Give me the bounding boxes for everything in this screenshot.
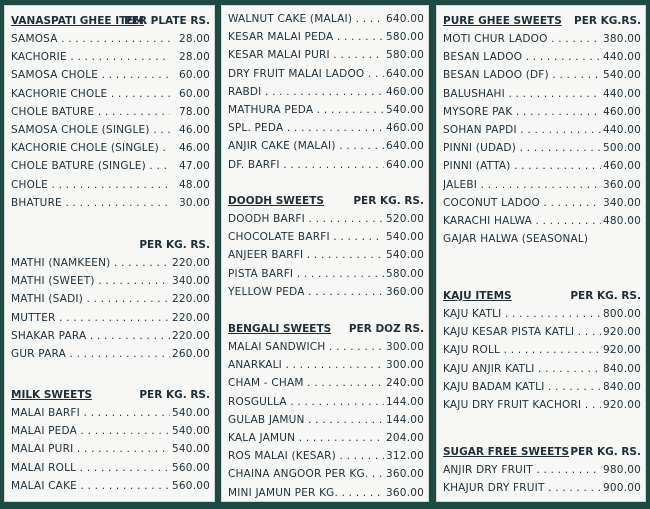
- item-name: YELLOW PEDA . . .: [228, 283, 384, 301]
- item-price: 78.00: [178, 105, 210, 118]
- item-name: SAMOSA CHOLE (SINGLE) . . .: [11, 121, 170, 139]
- menu-item: [228, 246, 424, 264]
- menu-item: [443, 176, 641, 194]
- item-price: 240.00: [386, 377, 424, 390]
- item-name: ANARKALI . . .: [228, 356, 384, 374]
- item-price: 500.00: [603, 142, 641, 155]
- item-name: CHAINA ANGOOR PER KG. . . .: [228, 465, 384, 483]
- menu-item: [443, 157, 641, 175]
- item-price: 900.00: [603, 482, 641, 495]
- item-price: 440.00: [603, 87, 641, 100]
- menu-item: [11, 272, 210, 290]
- section-kaju-items: [443, 287, 641, 414]
- menu-item: [11, 309, 210, 327]
- item-price: 360.00: [386, 486, 424, 499]
- item-name: MATHI (SADI) . . .: [11, 290, 170, 308]
- item-name: MYSORE PAK . . .: [443, 103, 601, 121]
- section-header: [443, 443, 641, 461]
- section-title: DOODH SWEETS: [228, 195, 324, 207]
- item-price: 460.00: [386, 122, 424, 135]
- item-name: DF. BARFI . . .: [228, 156, 384, 174]
- section-title: VANASPATI GHEE ITEM: [11, 15, 144, 27]
- menu-item: [11, 139, 210, 157]
- item-name: MALAI SANDWICH . . .: [228, 338, 384, 356]
- item-name: KAJU ANJIR KATLI . . .: [443, 360, 601, 378]
- item-name: MINI JAMUN PER KG. . . .: [228, 484, 384, 502]
- item-name: KACHORIE CHOLE (SINGLE) . . .: [11, 139, 170, 157]
- item-price: 540.00: [386, 231, 424, 244]
- item-price: 980.00: [603, 464, 641, 476]
- item-price: 47.00: [178, 160, 210, 173]
- item-name: DRY FRUIT MALAI LADOO . . .: [228, 65, 384, 83]
- section-header: [11, 12, 210, 30]
- menu-item: [443, 360, 641, 378]
- item-price: 260.00: [172, 347, 210, 360]
- menu-item: [228, 228, 424, 246]
- item-price: 340.00: [172, 275, 210, 288]
- section-title: BENGALI SWEETS: [228, 323, 332, 335]
- item-name: BESAN LADOO . . .: [443, 48, 601, 66]
- menu-item: [11, 30, 210, 48]
- menu-item: [228, 447, 424, 465]
- menu-item: [11, 290, 210, 308]
- menu-item: [443, 461, 641, 479]
- item-name: MALAI BARFI . . .: [11, 404, 170, 422]
- item-price: 540.00: [386, 249, 424, 262]
- item-price: 920.00: [603, 326, 641, 339]
- item-name: MALAI ROLL . . .: [11, 459, 170, 477]
- item-name: MATHURA PEDA . . .: [228, 101, 384, 119]
- menu-item: [11, 157, 210, 175]
- menu-item: [228, 265, 424, 283]
- item-name: GULAB JAMUN . . .: [228, 411, 384, 429]
- item-name: RABDI . . .: [228, 83, 384, 101]
- item-name: KESAR MALAI PEDA . . .: [228, 28, 384, 46]
- item-name: MALAI CAKE . . .: [11, 477, 170, 495]
- item-name: KACHORIE . . .: [11, 48, 170, 66]
- item-name: GUR PARA . . .: [11, 345, 170, 363]
- item-price: 540.00: [172, 425, 210, 438]
- section-vanaspati-ghee-item: [11, 12, 210, 212]
- item-price: 580.00: [386, 49, 424, 62]
- section-unit: PER KG. RS.: [570, 290, 641, 302]
- section-header: [443, 12, 641, 30]
- item-price: 220.00: [172, 329, 210, 342]
- menu-item: [228, 283, 424, 301]
- menu-column-3: [436, 5, 646, 502]
- menu-item: [443, 66, 641, 84]
- menu-item: [228, 338, 424, 356]
- menu-item: [228, 65, 424, 83]
- menu-item: [11, 66, 210, 84]
- item-price: 360.00: [603, 178, 641, 191]
- menu-item: [228, 484, 424, 502]
- item-price: 300.00: [386, 359, 424, 372]
- menu-item: [11, 103, 210, 121]
- item-price: 220.00: [172, 293, 210, 306]
- item-name: PINNI (ATTA) . . .: [443, 157, 601, 175]
- menu-item: [228, 465, 424, 483]
- item-name: MATHI (SWEET) . . .: [11, 272, 170, 290]
- item-price: 920.00: [603, 398, 641, 411]
- item-price: 380.00: [603, 33, 641, 45]
- item-price: 144.00: [386, 395, 424, 408]
- menu-item: [443, 121, 641, 139]
- item-name: CHOLE BATURE . . .: [11, 103, 170, 121]
- item-name: MATHI (NAMKEEN) . . .: [11, 254, 170, 272]
- item-price: 540.00: [172, 443, 210, 456]
- section-milk-sweets-continued: [228, 10, 424, 174]
- section-title: PURE GHEE SWEETS: [443, 15, 562, 27]
- item-name: MOTI CHUR LADOO . . .: [443, 30, 601, 48]
- menu-item: [443, 396, 641, 414]
- item-name: MUTTER . . .: [11, 309, 170, 327]
- item-price: 60.00: [178, 69, 210, 82]
- section-header: [11, 386, 210, 404]
- menu-item: [11, 404, 210, 422]
- menu-item: [228, 156, 424, 174]
- item-price: 28.00: [178, 33, 210, 45]
- item-price: 640.00: [386, 140, 424, 153]
- item-price: 920.00: [603, 344, 641, 357]
- menu-item: [11, 440, 210, 458]
- item-price: 540.00: [386, 103, 424, 116]
- menu-column-2: [221, 5, 429, 502]
- item-price: 220.00: [172, 257, 210, 269]
- item-price: 204.00: [386, 431, 424, 444]
- item-price: 460.00: [603, 160, 641, 173]
- item-name: CHOLE . . .: [11, 176, 170, 194]
- menu-item: [11, 176, 210, 194]
- item-price: 460.00: [603, 105, 641, 118]
- item-price: 540.00: [172, 407, 210, 419]
- item-name: ANJEER BARFI . . .: [228, 246, 384, 264]
- item-name: KACHORIE CHOLE . . .: [11, 85, 170, 103]
- menu-item: [228, 411, 424, 429]
- item-price: 312.00: [386, 450, 424, 463]
- item-name: KALA JAMUN . . .: [228, 429, 384, 447]
- section-pure-ghee-sweets: [443, 12, 641, 248]
- item-price: 46.00: [178, 123, 210, 136]
- item-name: KARACHI HALWA . . .: [443, 212, 601, 230]
- item-name: MALAI PEDA . . .: [11, 422, 170, 440]
- menu-item: [228, 210, 424, 228]
- section-title: KAJU ITEMS: [443, 290, 512, 302]
- item-price: 300.00: [386, 341, 424, 353]
- item-name: KAJU DRY FRUIT KACHORI . . .: [443, 396, 601, 414]
- section-unit: PER KG. RS.: [353, 195, 424, 207]
- section-bengali-sweets: [228, 320, 424, 502]
- menu-item: [11, 345, 210, 363]
- menu-item: [228, 46, 424, 64]
- menu-item: [11, 459, 210, 477]
- section-title: SUGAR FREE SWEETS: [443, 446, 570, 458]
- item-name: KESAR MALAI PURI . . .: [228, 46, 384, 64]
- item-price: 440.00: [603, 123, 641, 136]
- item-price: 580.00: [386, 267, 424, 280]
- section-milk-sweets: [11, 386, 210, 495]
- menu-item: [443, 48, 641, 66]
- menu-item: [11, 121, 210, 139]
- menu-item: [11, 327, 210, 345]
- item-name: GAJAR HALWA (SEASONAL): [443, 233, 589, 246]
- section-header: [228, 192, 424, 210]
- item-price: 520.00: [386, 213, 424, 225]
- item-price: 480.00: [603, 214, 641, 227]
- item-price: 144.00: [386, 413, 424, 426]
- item-name: CHOCOLATE BARFI . . .: [228, 228, 384, 246]
- menu-item: [228, 28, 424, 46]
- item-price: 440.00: [603, 51, 641, 64]
- menu-item: [443, 323, 641, 341]
- menu-item: [443, 230, 641, 248]
- item-name: BHATURE . . .: [11, 194, 170, 212]
- menu-item: [443, 212, 641, 230]
- menu-item: [11, 48, 210, 66]
- item-price: 580.00: [386, 31, 424, 44]
- menu-item: [228, 429, 424, 447]
- menu-item: [228, 137, 424, 155]
- section-namkeen: [11, 236, 210, 363]
- section-header: [11, 236, 210, 254]
- item-name: SAMOSA . . .: [11, 30, 170, 48]
- menu-item: [11, 422, 210, 440]
- menu-column-1: [4, 5, 215, 502]
- item-price: 640.00: [386, 158, 424, 171]
- item-price: 360.00: [386, 468, 424, 481]
- menu-item: [228, 10, 424, 28]
- item-price: 800.00: [603, 308, 641, 320]
- menu-item: [443, 85, 641, 103]
- menu-item: [228, 393, 424, 411]
- item-price: 28.00: [178, 51, 210, 64]
- item-name: ANJIR DRY FRUIT . . .: [443, 461, 601, 479]
- item-name: MALAI PURI . . .: [11, 440, 170, 458]
- section-title: MILK SWEETS: [11, 389, 93, 401]
- item-price: 460.00: [386, 85, 424, 98]
- menu-item: [443, 194, 641, 212]
- menu-item: [11, 254, 210, 272]
- section-sugar-free-sweets: [443, 443, 641, 497]
- item-name: SHAKAR PARA . . .: [11, 327, 170, 345]
- item-name: CHOLE BATURE (SINGLE) . . .: [11, 157, 170, 175]
- item-price: 46.00: [178, 142, 210, 155]
- section-unit: PER DOZ RS.: [348, 323, 424, 335]
- section-unit: PER KG. RS.: [139, 239, 210, 251]
- item-price: 540.00: [603, 69, 641, 82]
- menu-item: [228, 356, 424, 374]
- menu-item: [228, 374, 424, 392]
- item-name: WALNUT CAKE (MALAI) . . .: [228, 10, 384, 28]
- menu-item: [228, 101, 424, 119]
- item-price: 640.00: [386, 13, 424, 25]
- item-name: ROSGULLA . . .: [228, 393, 384, 411]
- item-name: KAJU ROLL . . .: [443, 341, 601, 359]
- item-price: 840.00: [603, 362, 641, 375]
- item-name: COCONUT LADOO . . .: [443, 194, 601, 212]
- section-header: [443, 287, 641, 305]
- section-header: [228, 320, 424, 338]
- item-name: BESAN LADOO (DF) . . .: [443, 66, 601, 84]
- item-price: 560.00: [172, 461, 210, 474]
- item-price: 340.00: [603, 196, 641, 209]
- item-name: DOODH BARFI . . .: [228, 210, 384, 228]
- section-unit: PER PLATE RS.: [124, 15, 210, 27]
- menu-item: [443, 479, 641, 497]
- menu-item: [443, 341, 641, 359]
- item-name: SAMOSA CHOLE . . .: [11, 66, 170, 84]
- menu-item: [228, 119, 424, 137]
- item-name: CHAM - CHAM . . .: [228, 374, 384, 392]
- menu-item: [228, 83, 424, 101]
- item-name: KAJU KESAR PISTA KATLI . . .: [443, 323, 601, 341]
- menu-item: [443, 30, 641, 48]
- section-doodh-sweets: [228, 192, 424, 301]
- item-name: KAJU KATLI . . .: [443, 305, 601, 323]
- menu-item: [443, 103, 641, 121]
- section-unit: PER KG. RS.: [570, 446, 641, 458]
- item-name: ROS MALAI (KESAR) . . .: [228, 447, 384, 465]
- menu-item: [443, 378, 641, 396]
- item-price: 60.00: [178, 87, 210, 100]
- item-name: PINNI (UDAD) . . .: [443, 139, 601, 157]
- item-name: ANJIR CAKE (MALAI) . . .: [228, 137, 384, 155]
- item-price: 560.00: [172, 479, 210, 492]
- menu-item: [11, 477, 210, 495]
- item-name: BALUSHAHI . . .: [443, 85, 601, 103]
- item-price: 640.00: [386, 67, 424, 80]
- item-name: SPL. PEDA . . .: [228, 119, 384, 137]
- item-name: SOHAN PAPDI . . .: [443, 121, 601, 139]
- item-name: JALEBI . . .: [443, 176, 601, 194]
- section-unit: PER KG. RS.: [139, 389, 210, 401]
- menu-item: [443, 305, 641, 323]
- menu-item: [11, 194, 210, 212]
- item-name: KHAJUR DRY FRUIT . . .: [443, 479, 601, 497]
- section-unit: PER KG.RS.: [574, 15, 641, 27]
- item-price: 220.00: [172, 311, 210, 324]
- item-name: KAJU BADAM KATLI . . .: [443, 378, 601, 396]
- item-price: 840.00: [603, 380, 641, 393]
- item-price: 360.00: [386, 285, 424, 298]
- item-name: PISTA BARFI . . .: [228, 265, 384, 283]
- menu-item: [443, 139, 641, 157]
- item-price: 48.00: [178, 178, 210, 191]
- menu-item: [11, 85, 210, 103]
- item-price: 30.00: [178, 196, 210, 209]
